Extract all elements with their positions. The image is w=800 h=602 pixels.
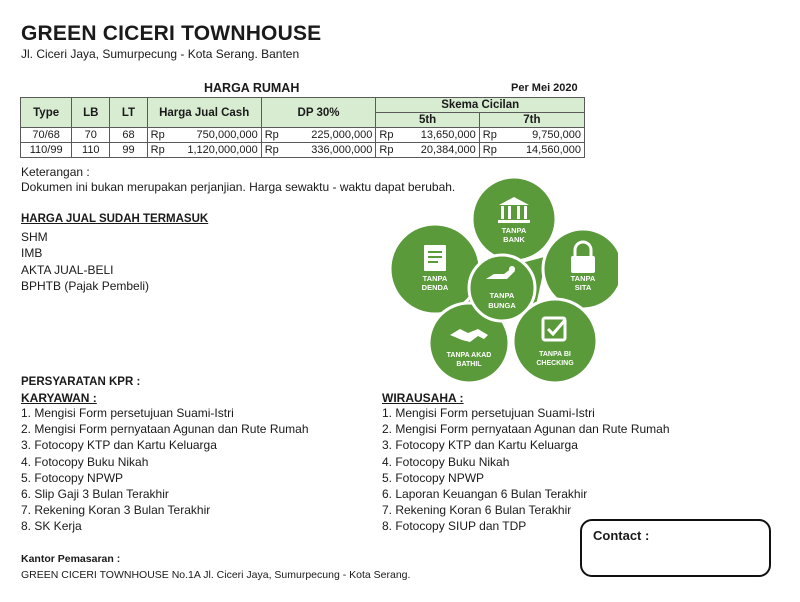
currency-label: Rp [376, 143, 397, 158]
col-type: Type [21, 98, 72, 128]
list-item: 4. Fotocopy Buku Nikah [21, 454, 149, 469]
list-item: 5. Fotocopy NPWP [382, 470, 485, 485]
tanpa-akad-line2: BATHIL [456, 361, 482, 368]
list-item: AKTA JUAL-BELI [21, 262, 114, 277]
entrepreneur-title: WIRAUSAHA : [382, 391, 464, 405]
cell-dp: 336,000,000 [282, 143, 376, 158]
cell-5-years: 13,650,000 [396, 128, 479, 143]
tanpa-bunga-line2: BUNGA [488, 301, 516, 310]
tanpa-bi-line2: CHECKING [536, 360, 574, 367]
employee-title: KARYAWAN : [21, 391, 97, 405]
marketing-office-title: Kantor Pemasaran : [21, 553, 121, 565]
tanpa-sita-line2: SITA [574, 283, 592, 292]
price-period: Per Mei 2020 [511, 82, 578, 94]
tanpa-sita-circle [543, 229, 618, 309]
col-down-payment: DP 30% [261, 98, 376, 128]
list-item: 3. Fotocopy KTP dan Kartu Keluarga [21, 438, 217, 453]
currency-label: Rp [479, 143, 500, 158]
contact-label: Contact : [593, 528, 650, 543]
col-installment-scheme: Skema Cicilan [376, 98, 585, 113]
tanpa-bi-line1: TANPA BI [539, 351, 571, 358]
project-address: Jl. Ciceri Jaya, Sumurpecung - Kota Serang. Banten [21, 47, 300, 61]
cell-lb: 70 [72, 128, 110, 143]
list-item: 5. Fotocopy NPWP [21, 470, 124, 485]
tanpa-bank-line2: BANK [503, 235, 525, 244]
tanpa-bank-line1: TANPA [501, 226, 527, 235]
tanpa-denda-line1: TANPA [422, 274, 448, 283]
employee-requirements-list [21, 405, 309, 535]
col-5-years: 5th [376, 113, 479, 128]
currency-label: Rp [147, 128, 168, 143]
currency-label: Rp [261, 128, 282, 143]
marketing-office-address: GREEN CICERI TOWNHOUSE No.1A Jl. Ciceri Jaya, Sumurpecung - Kota Serang. [21, 569, 411, 581]
cell-5-years: 20,384,000 [396, 143, 479, 158]
currency-label: Rp [147, 143, 168, 158]
tanpa-bunga-line1: TANPA [489, 291, 515, 300]
col-7-years: 7th [479, 113, 584, 128]
list-item: 1. Mengisi Form persetujuan Suami-Istri [21, 406, 234, 420]
table-header-row [21, 98, 585, 113]
cell-lb: 110 [72, 143, 110, 158]
tanpa-bank-circle [472, 177, 556, 261]
price-table-heading: HARGA RUMAH [204, 81, 300, 95]
list-item: 4. Fotocopy Buku Nikah [382, 454, 510, 469]
contact-box [580, 519, 771, 577]
list-item: 6. Slip Gaji 3 Bulan Terakhir [21, 487, 169, 502]
tanpa-denda-line2: DENDA [421, 283, 449, 292]
list-item: 8. Fotocopy SIUP dan TDP [382, 519, 527, 534]
table-row [21, 128, 585, 143]
currency-label: Rp [261, 143, 282, 158]
entrepreneur-requirements-list [382, 405, 670, 535]
cell-type: 70/68 [21, 128, 72, 143]
list-item: 2. Mengisi Form pernyataan Agunan dan Rute Rumah [21, 422, 309, 437]
list-item: 7. Rekening Koran 3 Bulan Terakhir [21, 503, 211, 518]
document-icon [424, 245, 446, 271]
list-item: 7. Rekening Koran 6 Bulan Terakhir [382, 503, 572, 518]
list-item: BPHTB (Pajak Pembeli) [21, 278, 150, 293]
table-row [21, 143, 585, 158]
list-item: 2. Mengisi Form pernyataan Agunan dan Rute Rumah [382, 422, 670, 437]
col-lb: LB [72, 98, 110, 128]
col-cash-price: Harga Jual Cash [147, 98, 261, 128]
tanpa-denda-circle [390, 224, 480, 314]
list-item: 1. Mengisi Form persetujuan Suami-Istri [382, 406, 595, 420]
syariah-benefits-graphic [386, 175, 618, 385]
cell-cash: 1,120,000,000 [168, 143, 262, 158]
included-list [21, 229, 149, 294]
notes-text: Dokumen ini bukan merupakan perjanjian. Harga sewaktu - waktu dapat berubah. [21, 180, 456, 194]
tanpa-bunga-center [469, 255, 535, 321]
cell-dp: 225,000,000 [282, 128, 376, 143]
cell-type: 110/99 [21, 143, 72, 158]
list-item: IMB [21, 246, 43, 261]
col-lt: LT [110, 98, 147, 128]
list-item: 6. Laporan Keuangan 6 Bulan Terakhir [382, 487, 588, 502]
included-title: HARGA JUAL SUDAH TERMASUK [21, 213, 209, 225]
tanpa-akad-line1: TANPA AKAD [446, 352, 492, 359]
list-item: SHM [21, 230, 48, 244]
cell-7-years: 9,750,000 [500, 128, 585, 143]
list-item: 8. SK Kerja [21, 519, 82, 534]
currency-label: Rp [376, 128, 397, 143]
list-item: 3. Fotocopy KTP dan Kartu Keluarga [382, 438, 578, 453]
cell-lt: 68 [110, 128, 147, 143]
currency-label: Rp [479, 128, 500, 143]
cell-cash: 750,000,000 [168, 128, 262, 143]
notes-label: Keterangan : [21, 165, 90, 179]
cell-7-years: 14,560,000 [500, 143, 585, 158]
requirements-title: PERSYARATAN KPR : [21, 376, 141, 388]
cell-lt: 99 [110, 143, 147, 158]
price-table [20, 97, 585, 158]
tanpa-sita-line1: TANPA [570, 274, 596, 283]
document-title: GREEN CICERI TOWNHOUSE [21, 22, 322, 45]
